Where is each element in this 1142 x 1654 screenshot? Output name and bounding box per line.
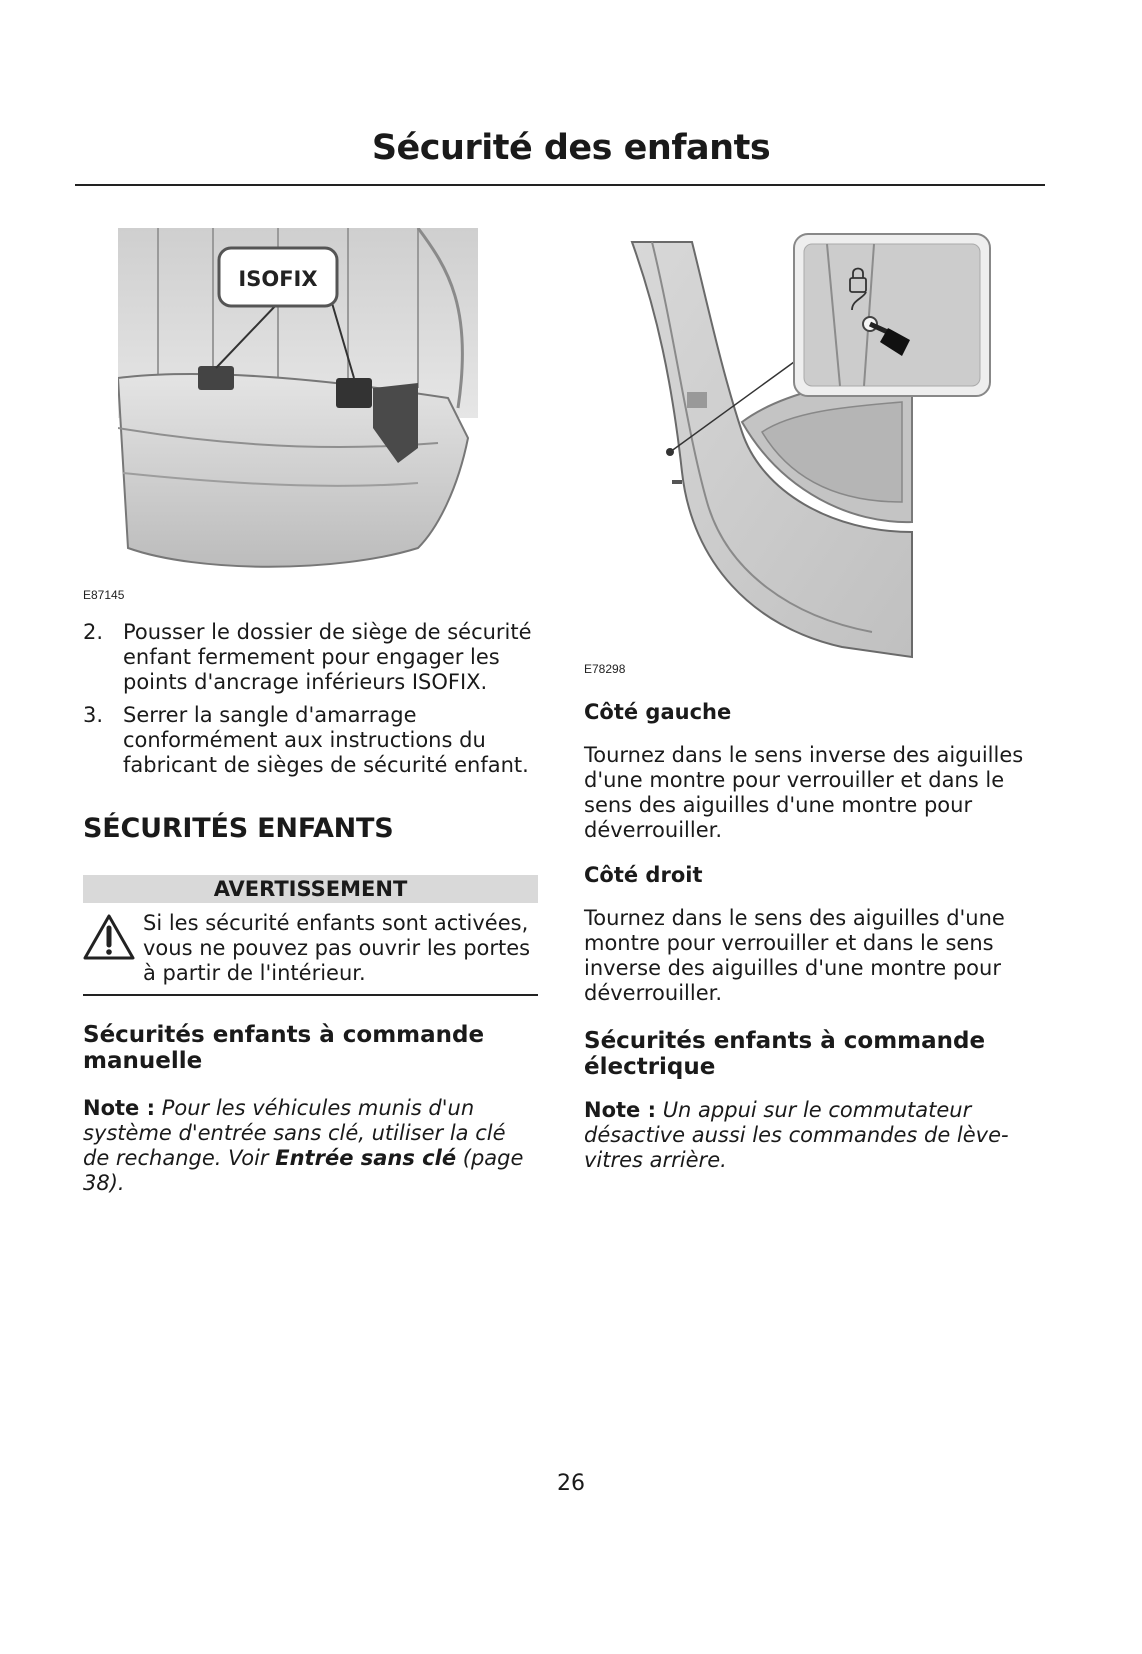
step-text: Serrer la sangle d'amarrage conformément aux instructions du fabricant de sièges de sécurité enfant. (123, 703, 529, 777)
electric-note (584, 1098, 1044, 1173)
list-item (83, 620, 538, 695)
note-text: Un appui sur le commutateur désactive aussi les commandes de lève-vitres arrière. (584, 1098, 1009, 1172)
manual-note (83, 1096, 538, 1196)
isofix-illustration (118, 228, 478, 593)
left-column (83, 620, 538, 1196)
manual-heading: Sécurités enfants à commande manuelle (83, 1022, 485, 1074)
left-side-heading: Côté gauche (584, 700, 732, 724)
warning-box (83, 911, 538, 996)
right-side-text: Tournez dans le sens des aiguilles d'une montre pour verrouiller et dans le sens inverse des aiguilles d'une montre pour déverrouiller. (584, 906, 1005, 1005)
isofix-callout-label: ISOFIX (238, 267, 318, 291)
note-label: Note : (584, 1098, 656, 1122)
warning-text: Si les sécurité enfants sont activées, vous ne pouvez pas ouvrir les portes à partir de l'intérieur. (143, 911, 531, 985)
section-heading: SÉCURITÉS ENFANTS (83, 813, 394, 844)
warning-triangle-icon (83, 911, 143, 986)
note-label: Note : (83, 1096, 155, 1120)
figure-code-right: E78298 (584, 662, 626, 676)
title-divider (75, 184, 1045, 186)
isofix-anchor-right (336, 378, 372, 408)
note-page-ref: (page 38). (83, 1146, 524, 1195)
step-list (83, 620, 538, 778)
left-side-text: Tournez dans le sens inverse des aiguilles d'une montre pour verrouiller et dans le sens des aiguilles d'une montre pour déverrouiller. (584, 743, 1024, 842)
electric-heading: Sécurités enfants à commande électrique (584, 1028, 986, 1080)
page-number: 26 (557, 1471, 585, 1496)
figure-code-left: E87145 (83, 588, 125, 602)
step-text: Pousser le dossier de siège de sécurité enfant fermement pour engager les points d'ancrage inférieurs ISOFIX. (123, 620, 532, 694)
right-side-heading: Côté droit (584, 863, 703, 887)
warning-label: AVERTISSEMENT (83, 875, 538, 903)
note-text: Pour les véhicules munis d'un système d'entrée sans clé, utiliser la clé de rechange. Voir (83, 1096, 506, 1170)
right-column (584, 700, 1044, 1173)
page-title: Sécurité des enfants (371, 128, 771, 168)
step-number: 3. (83, 703, 104, 727)
isofix-anchor-left (198, 366, 234, 390)
step-number: 2. (83, 620, 104, 644)
note-link[interactable]: Entrée sans clé (275, 1146, 457, 1170)
list-item (83, 703, 538, 778)
child-lock-illustration (612, 232, 1007, 662)
